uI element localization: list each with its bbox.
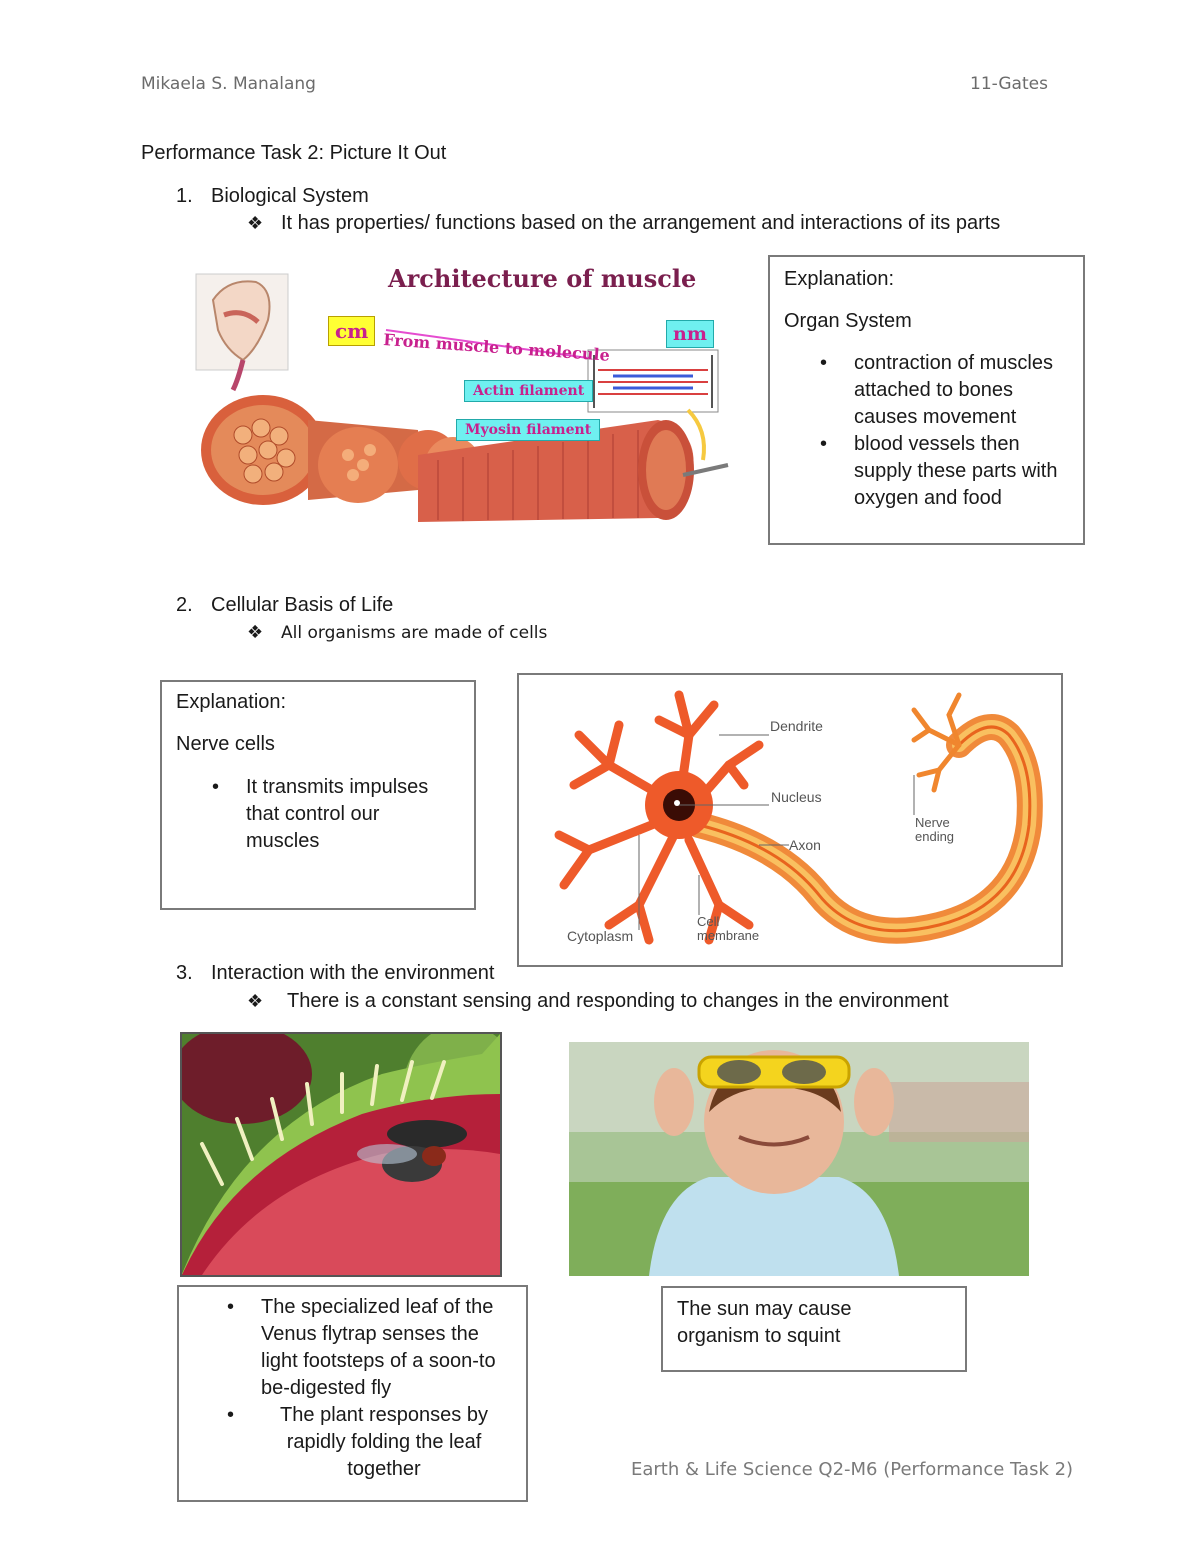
explanation-list [227,1294,507,1483]
muscle-figure-title: Architecture of muscle [388,264,697,293]
list-item: • contraction of muscles attached to bones causes movement [820,350,1080,431]
item-3-heading [176,962,495,985]
item-number: 2. [176,594,193,616]
actin-filament-label: Actin filament [464,380,593,402]
nm-label: nm [666,320,714,348]
diamond-bullet-icon: ❖ [247,622,264,643]
explanation-list [212,774,452,855]
student-name: Mikaela S. Manalang [141,74,316,94]
page-footer: Earth & Life Science Q2-M6 (Performance Task 2) [631,1459,1074,1480]
muscle-to-molecule-label: From muscle to molecule [382,330,611,365]
squint-explanation-text: The sun may cause organism to squint [677,1298,852,1347]
list-item: • blood vessels then supply these parts with oxygen and food [820,431,1080,512]
myosin-filament-label: Myosin filament [456,419,600,441]
muscle-architecture-figure [188,260,733,530]
explanation-box-nerve-cells [160,680,476,910]
child-squinting-photo [569,1042,1029,1276]
explanation-heading: Nerve cells [176,733,275,755]
cm-label: cm [328,316,375,346]
nerve-ending-label: Nerve ending [915,815,955,844]
item-1-bullet [247,212,1000,235]
item-heading-text: Cellular Basis of Life [211,594,394,616]
list-item: • The plant responses by rapidly folding the leaf together [227,1402,507,1483]
axon-label: Axon [789,837,821,853]
cell-membrane-label: Cell membrane [697,914,760,943]
dendrite-label: Dendrite [770,718,823,734]
explanation-list [820,350,1080,512]
nucleus-label: Nucleus [771,789,822,805]
explanation-label: Explanation: [176,691,287,713]
page-title: Performance Task 2: Picture It Out [141,142,447,164]
item-number: 1. [176,185,193,207]
item-heading-text: Biological System [211,185,369,207]
item-bullet-text: It has properties/ functions based on the arrangement and interactions of its parts [281,212,1001,234]
item-2-bullet [247,622,547,643]
list-item: • It transmits impulses that control our muscles [212,774,452,855]
item-3-bullet [247,990,949,1013]
student-section: 11-Gates [970,74,1048,94]
item-bullet-text: All organisms are made of cells [281,623,548,643]
diamond-bullet-icon: ❖ [247,991,264,1011]
list-item: • The specialized leaf of the Venus flytrap senses the light footsteps of a soon-to be-digested fly [227,1294,507,1402]
squint-explanation-box [661,1286,967,1372]
diamond-bullet-icon: ❖ [247,213,264,233]
explanation-heading: Organ System [784,310,912,332]
flytrap-explanation-box [177,1285,528,1502]
cytoplasm-label: Cytoplasm [567,928,634,944]
item-number: 3. [176,962,193,984]
explanation-box-organ-system [768,255,1085,545]
venus-flytrap-photo [180,1032,502,1277]
item-bullet-text: There is a constant sensing and responding to changes in the environment [287,990,949,1012]
item-2-heading [176,594,393,617]
item-1-heading [176,185,369,208]
neuron-figure [517,673,1063,967]
item-heading-text: Interaction with the environment [211,962,495,984]
explanation-label: Explanation: [784,268,895,290]
